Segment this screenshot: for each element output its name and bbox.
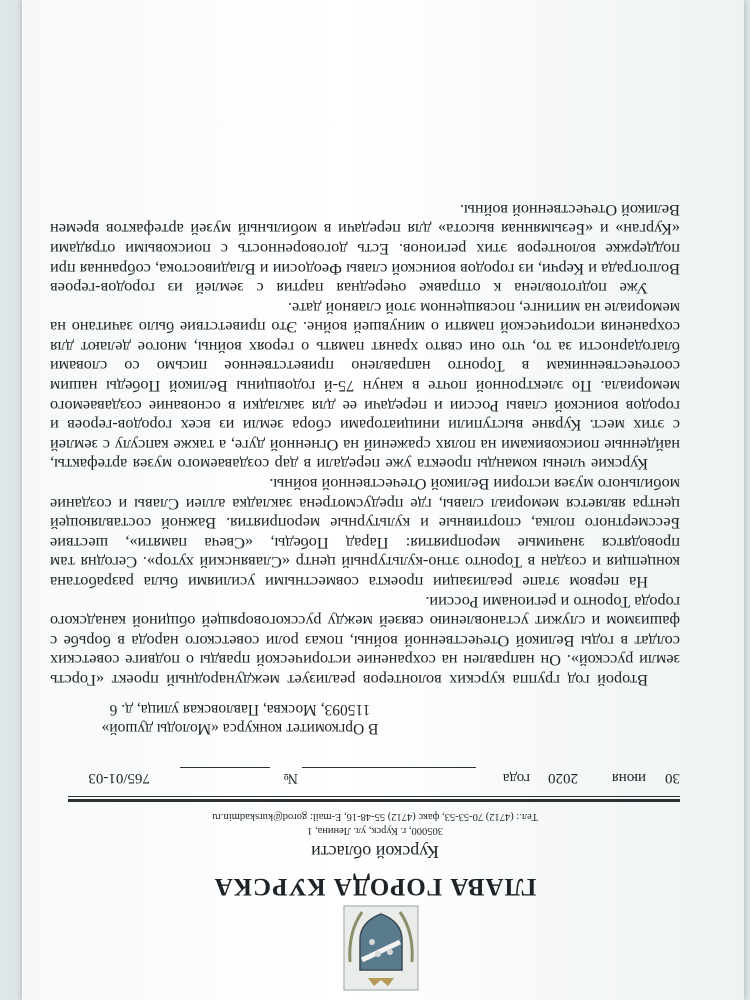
header-subtitle: Курской области [311,842,439,862]
date-underline [302,767,476,786]
date-year-suffix: года [502,770,530,786]
coat-of-arms-icon [340,904,422,992]
body-paragraph: На первом этапе реализации проекта совместными усилиями была разработана концепция и создан в Торонто этно-культурный центр «Славянский хутор». Сегодня там проводятся значимые мероприятия: Парад Победы, «Свеча памяти», шествие Бессмертного полка, спортивные и культурные мероприятия. Важной составляющей центра является мемориал славы, где предусмотрена закладка аллеи Славы и создание мобильного музея истории Великой Отечественной войны. [50,475,680,593]
date-year: 2020 [548,770,578,786]
header-address: 305000, г. Курск, ул. Ленина, 1 [307,825,443,836]
header-contacts: Тел.: (4712) 70-53-53, факс (4712) 55-48-16, E-mail: gorod@kurskadmin.ru [212,811,538,822]
header-rule-thin [68,796,680,797]
number-sign: № [283,770,298,786]
letter-number: 765/01-03 [88,770,150,786]
header-rule-thick [68,799,680,802]
letter-body [50,200,680,690]
number-underline [180,767,270,786]
header-title: ГЛАВА ГОРОДА КУРСКА [213,873,537,900]
recipient-line-2: 115093, Москва, Павловская улица, д. 6 [109,701,371,718]
body-paragraph: Курские члены команды проекта уже передали в дар создаваемого музея артефакты, найденные поисковиками на полях сражений на Огненной дуге, а также капсулу с землей с этих мест. Куряне выступили инициаторами сбора земли из всех городов-героев и городов воинской славы России и передачи ее для закладки в основание создаваемого мемориала. По электронной почте в канун 75-й годовщины Великой Победы нашим соотечественникам в Торонто направлено приветственное письмо со словами благодарности за то, что они свято хранят память о героях войны, многое делают для сохранения исторической памяти о минувшей войне. Это приветствие было зачитано на мемориале на митинге, посвященном этой славной дате. [50,298,680,475]
date-day: 30 [665,770,680,786]
dateline [50,758,690,786]
body-paragraph: Уже подготовлена к отправке очередная партия с землей из городов-героев Волгограда и Керчи, из городов воинской славы Феодосии и Владивостока, собранная при поддержке волонтеров этих регионов. Есть договоренность с поисковыми отрядами «Курган» и «Безымянная высота» для передачи в мобильный музей артефактов времен Великой Отечественной войны. [50,200,680,299]
recipient-line-1: В Оргкомитет конкурса «Молоды душой» [101,720,379,737]
date-month: июня [611,770,646,786]
recipient-block [70,700,410,738]
body-paragraph: Второй год группа курских волонтеров реализует международный проект «Горсть земли русской». Он направлен на сохранение исторической правды о подвиге советских солдат в годы Великой Отечественной войны, показ роли советского народа в борьбе с фашизмом и служит установлению связей между русскоговорящей общиной канадского города Торонто и регионами России. [50,592,680,690]
